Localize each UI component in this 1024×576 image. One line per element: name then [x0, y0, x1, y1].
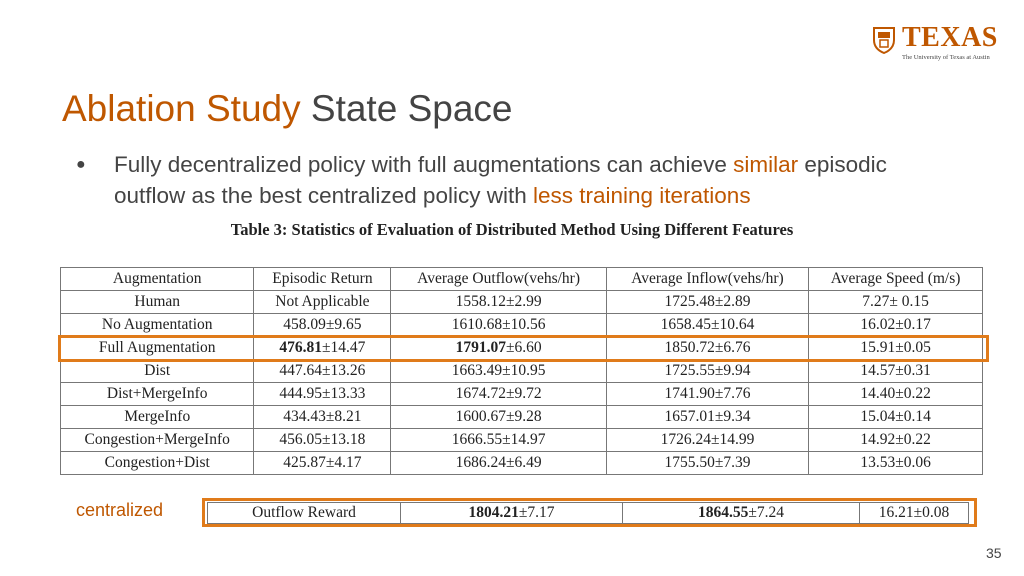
table-cell: 456.05±13.18 — [254, 429, 391, 452]
table-cell: 1741.90±7.76 — [606, 383, 808, 406]
table-cell: 1600.67±9.28 — [391, 406, 606, 429]
pm-value: ±6.60 — [505, 339, 542, 356]
header-cell: Augmentation — [61, 268, 254, 291]
table-cell: 16.02±0.17 — [809, 314, 983, 337]
table-row — [61, 383, 983, 406]
logo-subtitle: The University of Texas at Austin — [902, 54, 990, 61]
table-cell: 16.21±0.08 — [860, 503, 969, 524]
bold-value: 1864.55 — [697, 504, 749, 521]
bullet-orange2: less training iterations — [532, 183, 751, 208]
table-cell: 15.04±0.14 — [809, 406, 983, 429]
table-row — [61, 452, 983, 475]
statistics-table — [60, 267, 983, 475]
table-cell: 1674.72±9.72 — [391, 383, 606, 406]
table-cell: Dist+MergeInfo — [61, 383, 254, 406]
header-cell: Episodic Return — [254, 268, 391, 291]
table-cell: 14.92±0.22 — [809, 429, 983, 452]
table-row — [61, 314, 983, 337]
table-cell: Dist — [61, 360, 254, 383]
table-cell: 425.87±4.17 — [254, 452, 391, 475]
table-row — [61, 406, 983, 429]
table-cell: Not Applicable — [254, 291, 391, 314]
bullet-orange1: similar — [733, 152, 799, 177]
table-row — [61, 429, 983, 452]
centralized-highlight-box — [202, 498, 977, 527]
table-cell: Human — [61, 291, 254, 314]
table-cell: 458.09±9.65 — [254, 314, 391, 337]
table-cell: Congestion+Dist — [61, 452, 254, 475]
table-cell: 7.27± 0.15 — [809, 291, 983, 314]
table-cell: 1686.24±6.49 — [391, 452, 606, 475]
table-cell: No Augmentation — [61, 314, 254, 337]
pm-value: ±7.17 — [518, 504, 555, 521]
table-cell: Outflow Reward — [208, 503, 401, 524]
centralized-label: centralized — [76, 500, 164, 520]
table-row — [61, 360, 983, 383]
table-cell: Congestion+MergeInfo — [61, 429, 254, 452]
bullet-icon: ● — [76, 156, 86, 173]
shield-icon — [872, 26, 896, 54]
title-highlight: Ablation Study — [62, 88, 301, 129]
bullet-part1: Fully decentralized policy with full augmentations can achieve — [114, 152, 734, 177]
pm-value: ±7.24 — [748, 504, 784, 521]
bold-value: 1791.07 — [455, 339, 506, 356]
page-number: 35 — [986, 545, 1002, 561]
table-cell: 14.57±0.31 — [809, 360, 983, 383]
logo-wordmark: TEXAS — [902, 22, 998, 53]
table-cell: 1663.49±10.95 — [391, 360, 606, 383]
bullet-text — [114, 149, 964, 211]
full-augmentation-highlight-box — [58, 335, 989, 362]
table-cell: 1657.01±9.34 — [606, 406, 808, 429]
table-cell: 444.95±13.33 — [254, 383, 391, 406]
table-cell: 1558.12±2.99 — [391, 291, 606, 314]
title-rest: State Space — [310, 88, 513, 129]
pm-value: ±14.47 — [322, 339, 366, 356]
header-cell: Average Speed (m/s) — [809, 268, 983, 291]
table-cell: 1755.50±7.39 — [606, 452, 808, 475]
table-cell: Full Augmentation — [61, 337, 254, 360]
ut-austin-logo — [872, 24, 1000, 64]
table-cell: 13.53±0.06 — [809, 452, 983, 475]
table-cell: 1726.24±14.99 — [606, 429, 808, 452]
table-cell: 14.40±0.22 — [809, 383, 983, 406]
slide-title — [62, 88, 512, 130]
table-caption: Table 3: Statistics of Evaluation of Distributed Method Using Different Features — [230, 220, 794, 239]
table-cell: 1610.68±10.56 — [391, 314, 606, 337]
bold-value: 1804.21 — [468, 504, 519, 521]
table-cell: 1658.45±10.64 — [606, 314, 808, 337]
table-cell: 447.64±13.26 — [254, 360, 391, 383]
table-cell: MergeInfo — [61, 406, 254, 429]
table-cell: 1725.48±2.89 — [606, 291, 808, 314]
table-header-row — [61, 268, 983, 291]
bullet-part2: episodic outflow as the best centralized policy with — [114, 152, 887, 208]
table-cell: 15.91±0.05 — [809, 337, 983, 360]
header-cell: Average Outflow(vehs/hr) — [391, 268, 606, 291]
table-cell: 1666.55±14.97 — [391, 429, 606, 452]
table-row — [61, 291, 983, 314]
table-cell: 434.43±8.21 — [254, 406, 391, 429]
bold-value: 476.81 — [279, 339, 323, 356]
header-cell: Average Inflow(vehs/hr) — [606, 268, 808, 291]
table-cell: 1725.55±9.94 — [606, 360, 808, 383]
table-cell: 1850.72±6.76 — [606, 337, 808, 360]
